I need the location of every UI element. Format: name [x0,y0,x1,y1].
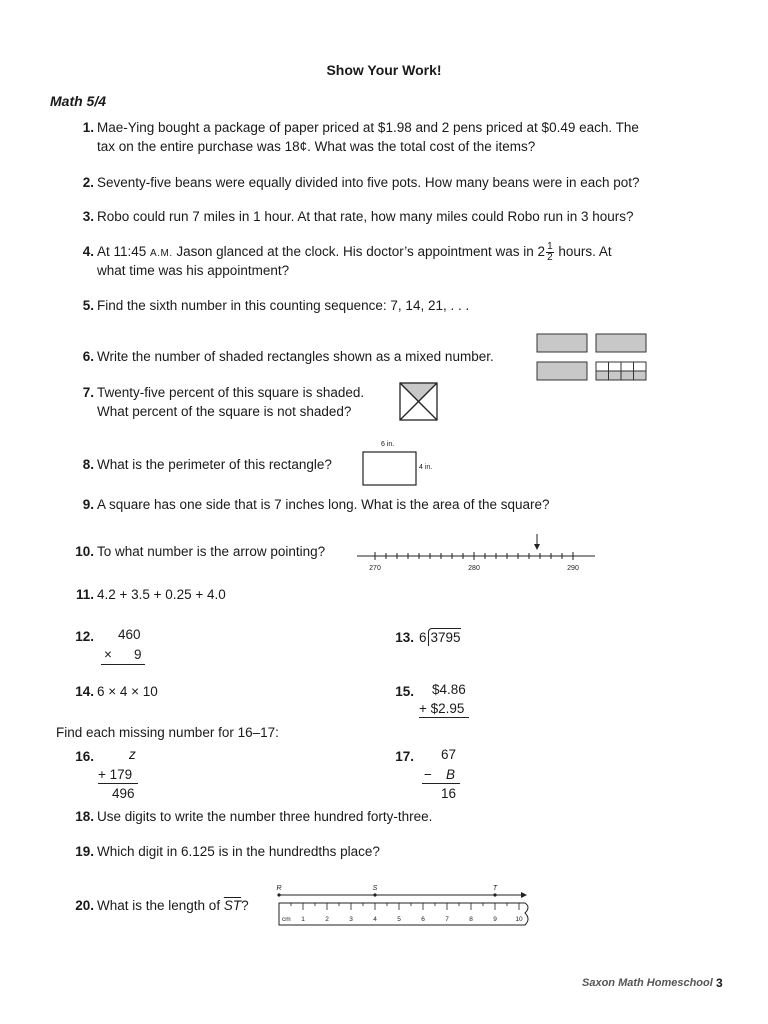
tick-label: 290 [567,565,579,572]
problem-number: 15. [395,684,414,699]
problem-2-text: Seventy-five beans were equally divided into five pots. How many beans were in each pot? [97,175,640,190]
fraction-denominator: 2 [547,252,553,263]
shaded-rect-3 [537,362,587,380]
segment-label: $\overline{ST}$ [223,898,242,913]
problem-number: 8. [82,457,94,472]
partial-shade-1 [596,371,609,380]
problem-5-text: Find the sixth number in this counting sequence: 7, 14, 21, . . . [97,298,470,313]
problem-15-bottom: + $2.95 [419,701,465,716]
shaded-rect-2 [596,334,646,352]
problem-number: 6. [82,349,94,364]
problem-number: 19. [75,844,94,859]
ruler-tick-label: 1 [301,916,305,923]
problem-4-part-b: Jason glanced at the clock. His doctor’s appointment was in 2 [172,244,546,260]
divisor: 6 [419,630,427,645]
answer-line [101,664,145,665]
am-label: A.M. [150,248,173,260]
problem-number: 14. [75,684,94,699]
problem-4-part-c: hours. At [554,244,612,260]
height-label: 4 in. [419,464,433,471]
page-number: 3 [716,976,723,990]
problem-19-text: Which digit in 6.125 is in the hundredths place? [97,844,380,859]
point-label: S [372,885,378,892]
problem-number: 11. [75,587,94,602]
partial-shade-2 [609,371,622,380]
problem-number: 1. [82,120,94,135]
point-label: T [492,885,498,892]
ruler-tick-label: 3 [349,916,353,923]
problem-12-operator: × [104,647,112,662]
ruler-unit: cm [282,916,291,923]
ruler-tick-label: 6 [421,916,425,923]
problem-number: 10. [75,544,94,559]
problem-17-result: 16 [441,786,457,801]
problem-4-line1 [97,242,612,263]
problem-10-text: To what number is the arrow pointing? [97,544,326,559]
square-figure [399,382,439,422]
problem-8-text: What is the perimeter of this rectangle? [97,457,332,472]
problem-6-text: Write the number of shaded rectangles shown as a mixed number. [97,349,494,364]
fraction-numerator: 1 [547,241,553,252]
footer-book-title: Saxon Math Homeschool [582,977,713,989]
shaded-triangle [400,383,437,402]
problem-17-mid: B [446,767,456,782]
problem-3-text: Robo could run 7 miles in 1 hour. At that rate, how many miles could Robo run in 3 hours? [97,209,634,224]
ruler-figure [273,881,535,929]
problem-17-top: 67 [441,747,457,762]
question-mark: ? [241,898,249,913]
point-label: R [276,885,282,892]
problem-17-operator: − [424,767,432,782]
dividend: 3795 [428,628,461,646]
problem-number: 13. [395,630,414,645]
tick-label: 280 [468,565,480,572]
problem-4-part-a: At 11:45 [97,244,151,260]
problem-18-text: Use digits to write the number three hundred forty-three. [97,809,433,824]
problem-11-text: 4.2 + 3.5 + 0.25 + 4.0 [97,587,226,602]
ruler-tick-label: 10 [515,916,523,923]
page-title: Show Your Work! [326,62,442,78]
problem-number: 5. [82,298,94,313]
problem-9-text: A square has one side that is 7 inches long. What is the area of the square? [97,497,550,512]
width-label: 6 in. [381,441,395,448]
problem-7-line2: What percent of the square is not shaded? [97,404,352,419]
problem-12-top: 460 [118,627,141,642]
problem-4-line2: what time was his appointment? [97,263,290,278]
problem-number: 20. [75,898,94,913]
partial-shade-4 [634,371,647,380]
ruler-tick-label: 7 [445,916,449,923]
fraction-one-half [546,242,554,263]
problem-number: 9. [82,497,94,512]
number-line [355,530,597,572]
problem-number: 16. [75,749,94,764]
problem-number: 18. [75,809,94,824]
problem-7-line1: Twenty-five percent of this square is shaded. [97,385,365,400]
answer-line [419,717,469,718]
instruction-text: Find each missing number for 16–17: [56,725,279,740]
rectangle-figure [362,451,418,487]
problem-16-mid: + 179 [98,767,133,782]
ruler-tick-label: 4 [373,916,377,923]
partial-shade-3 [621,371,634,380]
ruler-body [279,903,528,925]
problem-1-line1: Mae-Ying bought a package of paper priced at $1.98 and 2 pens priced at $0.49 each. The [97,120,639,135]
problem-16-result: 496 [112,786,135,801]
problem-number: 3. [82,209,94,224]
arrow-head-icon [534,544,540,550]
tick-label: 270 [369,565,381,572]
problem-1-line2: tax on the entire purchase was 18¢. What was the total cost of the items? [97,139,536,154]
problem-12-bottom: 9 [134,647,142,662]
problem-16-top: z [129,747,136,762]
problem-number: 7. [82,385,94,400]
problem-number: 12. [75,629,94,644]
problem-number: 17. [395,749,414,764]
ray-arrow-icon [521,892,527,898]
problem-number: 4. [82,244,94,259]
problem-14-text: 6 × 4 × 10 [97,684,158,699]
ruler-tick-label: 2 [325,916,329,923]
ruler-tick-label: 8 [469,916,473,923]
shaded-rect-1 [537,334,587,352]
problem-20-text [97,896,249,915]
ruler-tick-label: 5 [397,916,401,923]
section-subtitle: Math 5/4 [50,93,107,109]
problem-13-division [419,628,461,647]
ruler-tick-label: 9 [493,916,497,923]
problem-20-question: What is the length of [97,898,224,913]
problem-15-top: $4.86 [432,682,466,697]
shaded-rectangles-figure [536,333,650,383]
problem-number: 2. [82,175,94,190]
